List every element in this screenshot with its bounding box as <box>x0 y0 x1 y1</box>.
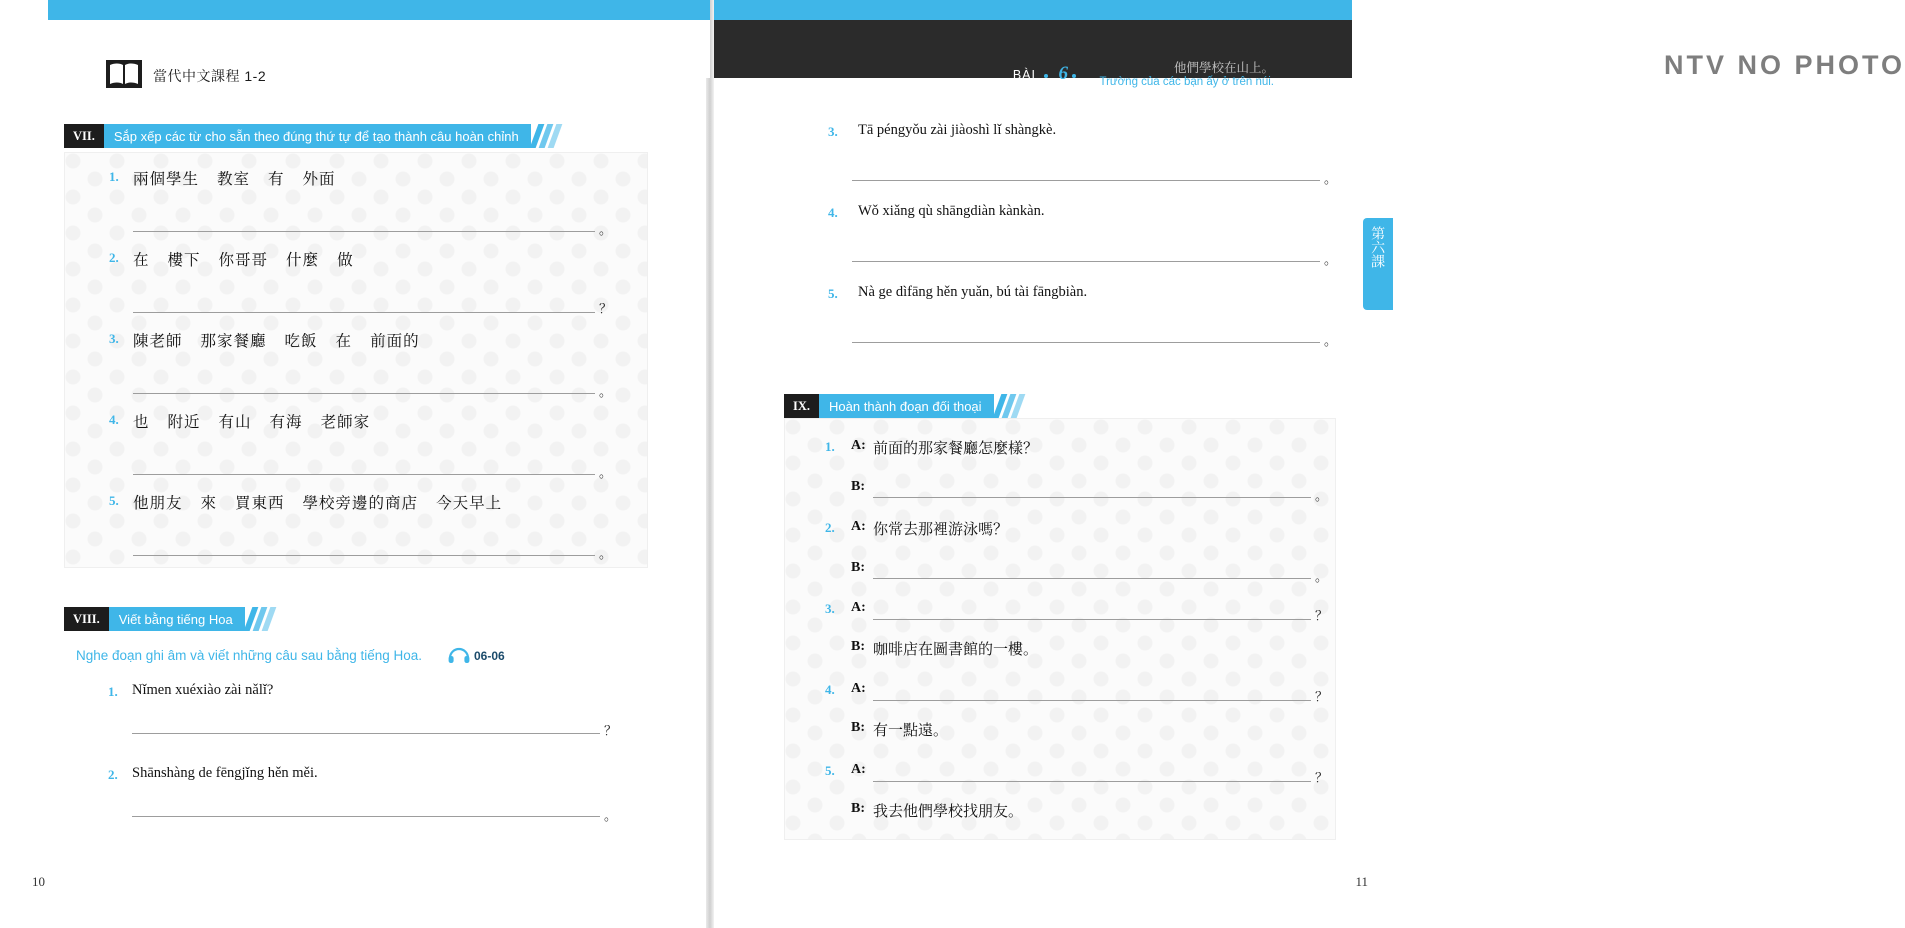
word: 有山 <box>218 413 252 431</box>
book-title: 當代中文課程 1-2 <box>153 68 267 84</box>
ix-item-3-number: 3. <box>825 601 835 616</box>
word: 吃飯 <box>284 332 318 350</box>
ix-item-4-a-endmark: ？ <box>1315 690 1329 705</box>
word: 老師家 <box>320 413 371 431</box>
word: 教室 <box>217 170 251 188</box>
page-gutter <box>706 0 714 928</box>
ix-item-5-b-text: 我去他們學校找朋友。 <box>873 802 1024 820</box>
ix-item-2-number: 2. <box>825 520 835 535</box>
vii-item-4-answer-line[interactable] <box>133 474 595 475</box>
section-heading-viii <box>64 607 275 631</box>
word: 什麼 <box>286 251 320 269</box>
vii-item-3-endmark: 。 <box>599 385 613 400</box>
word: 在 <box>335 332 353 350</box>
vii-item-5-answer-line[interactable] <box>133 555 595 556</box>
ribbon-slashes-ix <box>994 394 1024 418</box>
viii-item-2-number: 2. <box>108 767 118 782</box>
section-title-viii: Viết bằng tiếng Hoa <box>109 607 245 631</box>
lesson-title-cn: 他們學校在山上。 <box>1173 61 1274 75</box>
viii-item-4-pinyin: Wǒ xiǎng qù shāngdiàn kànkàn. <box>858 203 1045 219</box>
ix-item-4-b-text: 有一點遠。 <box>873 721 949 739</box>
ix-item-2-b-label: B: <box>851 560 865 575</box>
section-title-ix: Hoàn thành đoạn đối thoại <box>819 394 994 418</box>
ix-item-2-b-answer-line[interactable] <box>873 578 1311 579</box>
ribbon-slashes-viii <box>245 607 275 631</box>
lesson-title-vn: Trường của các bạn ấy ở trên núi. <box>1099 76 1274 88</box>
section-number-viii: VIII. <box>64 607 109 631</box>
word: 樓下 <box>167 251 201 269</box>
top-band-left <box>48 0 710 20</box>
viii-item-1-endmark: ？ <box>604 724 618 739</box>
word: 那家餐廳 <box>200 332 267 350</box>
ix-item-4-a-answer-line[interactable] <box>873 700 1311 701</box>
vii-item-2-words <box>133 248 372 270</box>
header-right <box>714 20 1905 88</box>
exercise-panel-ix <box>784 418 1336 840</box>
word: 也 <box>133 413 150 431</box>
ix-item-1-b-label: B: <box>851 479 865 494</box>
viii-item-5-pinyin: Nà ge dìfāng hěn yuǎn, bú tài fāngbiàn. <box>858 284 1088 300</box>
ix-item-5-b-label: B: <box>851 801 865 816</box>
section-heading-vii <box>64 124 561 148</box>
header-right-tail <box>1336 20 1352 78</box>
bullet-dot-right <box>1072 74 1076 78</box>
section-number-vii: VII. <box>64 124 104 148</box>
vii-item-1-endmark: 。 <box>599 223 613 238</box>
vii-item-5-number: 5. <box>109 493 119 508</box>
lesson-number: 6 <box>1058 63 1068 84</box>
ix-item-1-a-label: A: <box>851 438 866 453</box>
bullet-dot-left <box>1044 74 1048 78</box>
ix-item-2-a-label: A: <box>851 519 866 534</box>
ix-item-3-a-answer-line[interactable] <box>873 619 1311 620</box>
vii-item-3-words <box>133 329 438 351</box>
header-left <box>48 20 710 84</box>
word: 附近 <box>167 413 201 431</box>
viii-item-2-answer-line[interactable] <box>132 816 600 817</box>
viii-item-3-endmark: 。 <box>1324 172 1338 187</box>
vii-item-1-answer-line[interactable] <box>133 231 595 232</box>
outer-margin-left <box>0 0 48 928</box>
viii-item-4-answer-line[interactable] <box>852 261 1320 262</box>
word: 學校旁邊的商店 <box>302 494 419 512</box>
viii-item-1-answer-line[interactable] <box>132 733 600 734</box>
word: 在 <box>133 251 150 269</box>
viii-item-4-number: 4. <box>828 205 838 220</box>
headphone-icon <box>448 645 470 663</box>
viii-item-3-answer-line[interactable] <box>852 180 1320 181</box>
viii-item-3-number: 3. <box>828 124 838 139</box>
open-book-icon <box>106 60 142 88</box>
lesson-side-tab <box>1363 218 1393 310</box>
word: 買東西 <box>235 494 285 512</box>
vii-item-5-words <box>133 491 520 513</box>
ix-item-1-b-endmark: 。 <box>1315 489 1329 504</box>
ix-item-3-b-label: B: <box>851 639 865 654</box>
viii-item-5-number: 5. <box>828 286 838 301</box>
ix-item-2-b-endmark: 。 <box>1315 570 1329 585</box>
section-heading-ix <box>784 394 1024 418</box>
outer-margin-right <box>1352 0 1400 928</box>
vii-item-2-endmark: ？ <box>599 302 613 317</box>
bai-label: BÀI <box>1012 68 1036 82</box>
viii-item-1-pinyin: Nǐmen xuéxiào zài nǎlǐ? <box>132 682 274 698</box>
vii-item-4-words <box>133 410 388 432</box>
word: 來 <box>200 494 218 512</box>
ix-item-1-b-answer-line[interactable] <box>873 497 1311 498</box>
page-number-right: 11 <box>1355 874 1368 889</box>
word: 前面的 <box>370 332 420 350</box>
word: 他朋友 <box>133 494 183 512</box>
word: 外面 <box>302 170 336 188</box>
ix-item-5-a-endmark: ？ <box>1315 771 1329 786</box>
vii-item-5-endmark: 。 <box>599 547 613 562</box>
vii-item-3-answer-line[interactable] <box>133 393 595 394</box>
audio-track-code: 06-06 <box>474 649 505 663</box>
ix-item-3-a-endmark: ？ <box>1315 609 1329 624</box>
section-number-ix: IX. <box>784 394 819 418</box>
ix-item-1-number: 1. <box>825 439 835 454</box>
section-title-vii: Sắp xếp các từ cho sẵn theo đúng thứ tự để tạo thành câu hoàn chỉnh <box>104 124 531 148</box>
ix-item-4-b-label: B: <box>851 720 865 735</box>
ix-item-5-a-answer-line[interactable] <box>873 781 1311 782</box>
word: 做 <box>337 251 354 269</box>
ix-item-3-b-text: 咖啡店在圖書館的一樓。 <box>873 640 1039 658</box>
word: 今天早上 <box>436 494 503 512</box>
viii-item-1-number: 1. <box>108 684 118 699</box>
vii-item-4-number: 4. <box>109 412 119 427</box>
vii-item-1-number: 1. <box>109 169 119 184</box>
top-band-right <box>714 0 1352 20</box>
ix-item-4-a-label: A: <box>851 681 866 696</box>
word: 陳老師 <box>133 332 183 350</box>
ix-item-5-number: 5. <box>825 763 835 778</box>
side-tab-label: 第六課 <box>1370 226 1387 268</box>
vii-item-2-number: 2. <box>109 250 119 265</box>
page-number-left: 10 <box>32 874 45 889</box>
viii-item-2-endmark: 。 <box>604 809 618 824</box>
word: 兩個學生 <box>133 170 200 188</box>
word: 有海 <box>269 413 303 431</box>
vii-item-1-words <box>133 167 354 189</box>
ix-item-5-a-label: A: <box>851 762 866 777</box>
ribbon-slashes-vii <box>531 124 561 148</box>
ix-item-2-a-text: 你常去那裡游泳嗎？ <box>873 520 1009 538</box>
viii-item-3-pinyin: Tā péngyǒu zài jiàoshì lǐ shàngkè. <box>858 122 1057 138</box>
viii-item-2-pinyin: Shānshàng de fēngjǐng hěn měi. <box>132 765 318 781</box>
vii-item-2-answer-line[interactable] <box>133 312 595 313</box>
ix-item-3-a-label: A: <box>851 600 866 615</box>
viii-item-4-endmark: 。 <box>1324 253 1338 268</box>
vii-item-4-endmark: 。 <box>599 466 613 481</box>
watermark-text: NTV NO PHOTO <box>1664 50 1905 80</box>
word: 有 <box>268 170 285 188</box>
vii-item-3-number: 3. <box>109 331 119 346</box>
section-viii-instruction: Nghe đoạn ghi âm và viết những câu sau bằng tiếng Hoa. <box>76 648 423 663</box>
exercise-panel-vii <box>64 152 648 568</box>
viii-item-5-endmark: 。 <box>1324 334 1338 349</box>
ix-item-4-number: 4. <box>825 682 835 697</box>
ix-item-1-a-text: 前面的那家餐廳怎麼樣？ <box>873 439 1039 457</box>
word: 你哥哥 <box>218 251 269 269</box>
viii-item-5-answer-line[interactable] <box>852 342 1320 343</box>
